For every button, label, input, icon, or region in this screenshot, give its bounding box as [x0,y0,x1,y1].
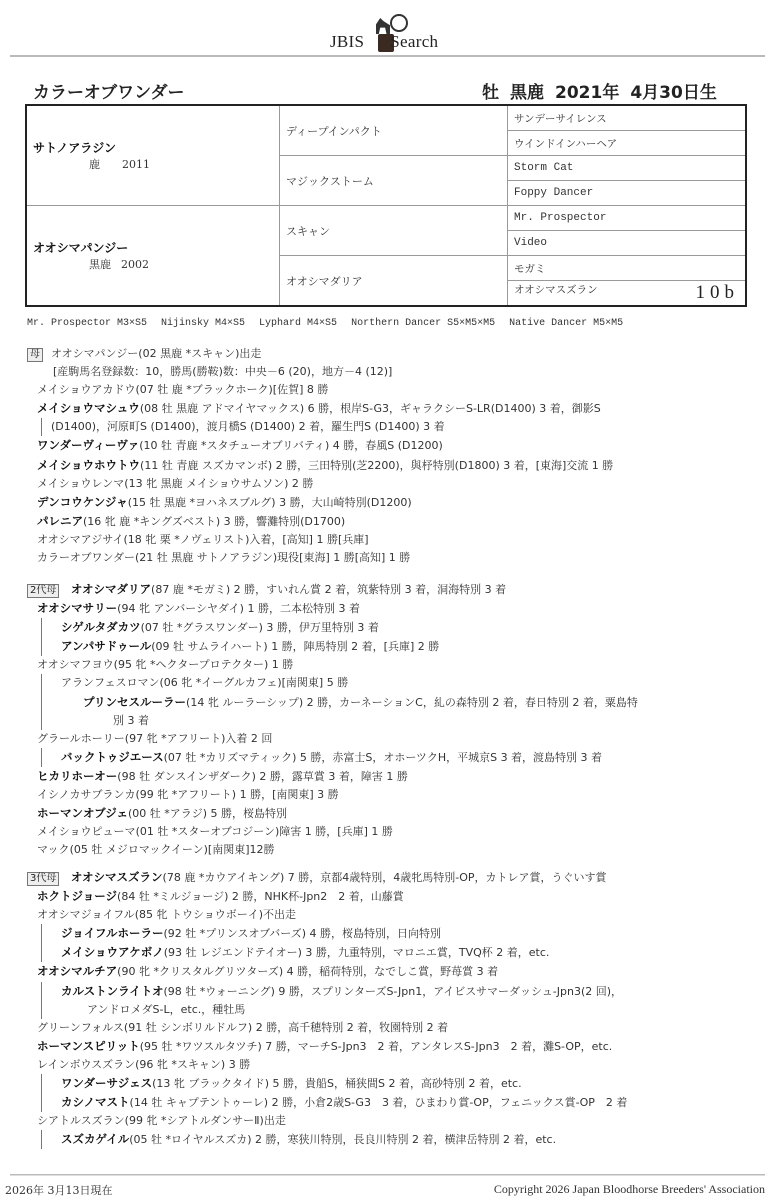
offspring-row [27,730,767,748]
offspring-name[interactable]: カルストンライトオ [61,983,164,998]
offspring-row [27,962,767,981]
dam-cell [26,206,280,307]
offspring-name[interactable]: マック [37,843,70,857]
offspring-row [27,512,767,531]
jbis-search-logo[interactable] [330,8,460,52]
tree-connector-line [41,418,42,436]
tree-connector-line [41,748,42,767]
dam-stats: [産駒馬名登録数：10，勝馬(勝鞍)数：中央－6 (20)，地方－4 (12)] [53,365,393,379]
offspring-detail: (06 牝 *イーグルカフェ)[南関東] 5 勝 [159,676,349,690]
sire-sire-cell[interactable]: ディープインパクト [280,105,508,156]
offspring-row [27,982,767,1001]
offspring-row [27,804,767,823]
offspring-detail: (93 牡 レジエンドテイオー) 3 勝，九重特別，マロニエ賞，TVQ杯 2 着，etc. [163,946,550,960]
gen3-cell[interactable]: サンデーサイレンス [508,105,747,131]
offspring-detail: (95 牝 *ヘクタープロテクター) 1 勝 [113,658,294,672]
dam-dam-cell[interactable]: オオシマダリア [280,256,508,307]
offspring-row [27,841,767,859]
offspring-row [27,1056,767,1074]
offspring-detail: (91 牡 シンボリルドルフ) 2 勝，高千穂特別 2 着，牧園特別 2 着 [123,1020,449,1034]
offspring-name[interactable]: バックトゥジエース [61,749,164,764]
offspring-row [27,906,767,924]
tree-connector-line [41,943,42,962]
offspring-name[interactable]: メイショウレンマ [37,476,125,490]
offspring-row [27,1037,767,1056]
offspring-detail: (84 牡 *ミルジョージ) 2 勝，NHK杯-Jpn2 2 着，山藤賞 [117,890,404,904]
offspring-name[interactable]: オオシマアジサイ [37,532,124,546]
offspring-name[interactable]: カシノマスト [61,1095,130,1110]
gen3-name[interactable]: オオシマスズラン [514,284,598,296]
offspring-name[interactable]: アンパサドゥール [61,639,152,654]
granddam-label: 2代母 [27,584,59,598]
offspring-detail: (99 牝 *アフリート) 1 勝，[南関東] 3 勝 [135,788,339,802]
tree-connector-line [41,674,42,692]
offspring-detail: (99 牝 *シアトルダンサーⅡ)出走 [124,1114,286,1128]
dam-summary: オオシマパンジー(02 黒鹿 *スキャン)出走 [51,347,262,360]
granddam-header [27,580,767,599]
inbreeding-list [27,318,637,329]
offspring-row [27,1130,767,1149]
offspring-detail: (05 牡 *ロイヤルスズカ) 2 勝，寒狭川特別，長良川特別 2 着，横津岳特別 2 着，etc. [129,1133,557,1147]
magnifier-icon [390,14,408,32]
offspring-detail: (97 牝 *アフリート)入着 2 回 [124,731,273,745]
granddam-family-section [27,580,767,859]
offspring-row [27,674,767,692]
dam-sire-cell[interactable]: スキャン [280,206,508,256]
tree-connector-line [41,1093,42,1112]
offspring-name[interactable]: ジョイフルホーラー [61,926,164,941]
offspring-detail-continued: アンドロメダS-L，etc.，種牡馬 [27,1001,767,1019]
offspring-name[interactable]: ワンダーヴィーヴァ [37,438,140,453]
horse-name: カラーオブワンダー [33,83,185,103]
dam-color: 黒鹿 [89,258,111,271]
offspring-name[interactable]: グリーンフォルス [37,1020,124,1034]
offspring-detail: (18 牝 栗 *ノヴェリスト)入着，[高知] 1 勝[兵庫] [123,532,369,546]
offspring-name[interactable]: パレニア [37,513,83,528]
offspring-row [27,1093,767,1112]
offspring-detail: (11 牡 青鹿 スズカマンボ) 2 勝，三田特別(芝2200)，與杼特別(D1800) 3 着，[東海]交流 1 勝 [140,458,614,472]
offspring-row [27,693,767,712]
dam-year: 2002 [121,258,149,271]
offspring-name[interactable]: プリンセスルーラー [83,694,187,709]
offspring-name[interactable]: レインボウスズラン [37,1057,136,1071]
offspring-name[interactable]: スズカゲイル [61,1132,130,1147]
offspring-name[interactable]: オオシマジョイフル [37,908,135,922]
logo-text-left: JBIS [330,32,365,51]
offspring-detail: (13 牝 黒鹿 メイショウサムソン) 2 勝 [124,476,314,490]
gen3-cell[interactable]: Mr. Prospector [508,206,747,231]
dam-family-section [27,345,767,567]
offspring-row [27,475,767,493]
offspring-detail: (94 牝 アンバーシヤダイ) 1 勝，二本松特別 3 着 [117,602,360,616]
sire-name[interactable]: サトノアラジン [33,141,116,155]
gen3-cell[interactable]: Foppy Dancer [508,181,747,206]
great-granddam-family-section [27,868,767,1149]
offspring-name[interactable]: デンコウケンジャ [37,494,128,509]
offspring-row [27,748,767,767]
offspring-detail: (85 牝 トウショウボーイ)不出走 [134,908,297,922]
offspring-detail-continued: (D1400)，河原町S (D1400)，渡月橋S (D1400) 2 着，羅生門S (D1400) 3 着 [27,418,767,436]
tree-connector-line [41,693,42,712]
offspring-detail: (92 牡 *プリンスオブバーズ) 4 勝，桜島特別，日向特別 [163,927,442,941]
offspring-name[interactable]: オオシマフヨウ [37,658,114,672]
offspring-row [27,549,767,567]
family-number: 10b [695,282,739,303]
offspring-detail: (96 牝 *スキャン) 3 勝 [135,1057,251,1071]
offspring-name[interactable]: オオシマサリー [37,601,118,616]
offspring-row [27,656,767,674]
inbreeding-item: Northern Dancer S5×M5×M5 [351,318,496,329]
offspring-name[interactable]: オオシマルチア [37,964,118,979]
dam-name[interactable]: オオシマパンジー [33,241,129,255]
offspring-row [27,786,767,804]
logo-text [330,32,438,52]
tree-connector-line [41,712,42,730]
dam-header [27,345,767,363]
gen3-cell [508,281,747,307]
tree-connector-line [41,924,42,943]
tree-connector-line [41,637,42,656]
gen3-cell[interactable]: ウインドインハーヘア [508,131,747,156]
tree-connector-line [41,1001,42,1019]
sire-cell [26,105,280,206]
sire-dam-cell[interactable]: マジックストーム [280,156,508,206]
offspring-detail: (15 牡 黒鹿 *ヨハネスブルグ) 3 勝，大山崎特別(D1200) [127,495,412,509]
dam-label: 母 [27,348,43,362]
offspring-detail: (16 牝 鹿 *キングズベスト) 3 勝，響灘特別(D1700) [83,514,346,528]
gen3-cell[interactable]: Storm Cat [508,156,747,181]
offspring-detail: (01 牡 *スターオブコジーン)障害 1 勝，[兵庫] 1 勝 [135,825,393,839]
logo-text-right: Search [390,32,439,51]
tree-connector-line [41,1130,42,1149]
great-granddam-detail: (78 鹿 *カウアイキング) 7 勝，京都4歳特別，4歳牝馬特別-OP，カトレア賞，うぐいす賞 [162,871,607,884]
offspring-detail-continued: 別 3 着 [27,712,767,730]
header-divider [10,55,765,57]
offspring-detail: (95 牡 *ワツスルタツチ) 7 勝，マーチS-Jpn3 2 着，アンタレスS-Jpn3 2 着，灘S-OP，etc. [139,1039,613,1053]
offspring-name[interactable]: メイショウホウトウ [37,457,141,472]
offspring-detail: (05 牡 メジロマックイーン)[南関東]12勝 [69,843,275,857]
offspring-name[interactable]: ホーマンスピリット [37,1038,140,1053]
offspring-row [27,399,767,418]
gen3-cell[interactable]: Video [508,231,747,256]
offspring-row [27,436,767,455]
granddam-name[interactable]: オオシマダリア [70,582,152,596]
copyright: Copyright 2026 Japan Bloodhorse Breeders' Association [493,1182,765,1196]
as-of-date: 2026年 3月13日現在 [5,1184,113,1197]
great-granddam-header [27,868,767,887]
footer-divider [10,1174,765,1175]
offspring-detail: (00 牡 *アラジ) 5 勝，桜島特別 [127,807,288,821]
offspring-name[interactable]: メイショウアケボノ [61,945,164,960]
offspring-name[interactable]: メイショウマシュウ [37,401,140,416]
offspring-row [27,887,767,906]
offspring-detail: (09 牡 サムライハート) 1 勝，陣馬特別 2 着，[兵庫] 2 勝 [151,640,440,654]
gen3-cell[interactable]: モガミ [508,256,747,281]
birth-date: 4月30日生 [630,83,717,103]
offspring-detail: (08 牡 黒鹿 アドマイヤマックス) 6 勝，根岸S-G3，ギャラクシーS-LR(D1400) 3 着，御影S [139,402,601,416]
offspring-name[interactable]: シゲルタダカツ [61,620,141,635]
tree-connector-line [41,982,42,1001]
offspring-name[interactable]: メイショウピューマ [37,825,136,839]
inbreeding-item: Lyphard M4×S5 [259,318,338,329]
offspring-name[interactable]: ワンダーサジェス [61,1076,153,1091]
granddam-detail: (87 鹿 *モガミ) 2 勝，すいれん賞 2 着，筑紫特別 3 着，洞海特別 3 着 [151,583,507,596]
birth-year: 2021年 [555,83,620,103]
offspring-detail: (10 牡 青鹿 *スタチューオブリバティ) 4 勝，春風S (D1200) [139,439,443,453]
sire-color: 鹿 [89,158,100,171]
pedigree-table [25,104,747,307]
offspring-name[interactable]: イシノカサブランカ [37,788,136,802]
sire-year: 2011 [122,158,150,171]
offspring-row [27,1074,767,1093]
offspring-row [27,943,767,962]
tree-connector-line [41,618,42,637]
offspring-row [27,381,767,399]
great-granddam-label: 3代母 [27,872,59,886]
offspring-row [27,599,767,618]
site-header [0,0,775,56]
offspring-detail: (07 牡 鹿 *ブラックホーク)[佐賀] 8 勝 [135,383,329,397]
offspring-name[interactable]: ホクトジョージ [37,889,118,904]
horse-color: 黒鹿 [510,83,544,103]
offspring-row [27,637,767,656]
offspring-row [27,924,767,943]
offspring-row [27,456,767,475]
offspring-detail: (90 牝 *クリスタルグリツターズ) 4 勝，稲荷特別，なでしこ賞，野苺賞 3 着 [117,965,499,979]
horse-sex: 牡 [482,83,499,103]
offspring-detail: (14 牝 ルーラーシップ) 2 勝，カーネーションC，糺の森特別 2 着，春日特別 2 着，粟島特 [186,695,638,709]
offspring-name[interactable]: カラーオブワンダー [37,551,136,565]
offspring-row [27,531,767,549]
offspring-name[interactable]: ホーマンオブジェ [37,806,128,821]
offspring-name[interactable]: メイショウアカドウ [37,383,136,397]
offspring-name[interactable]: シアトルスズラン [37,1114,125,1128]
offspring-row [27,1019,767,1037]
offspring-detail: (07 牡 *グラスワンダー) 3 勝，伊万里特別 3 着 [140,621,379,635]
great-granddam-name[interactable]: オオシマスズラン [70,870,163,884]
offspring-row [27,823,767,841]
offspring-row [27,618,767,637]
offspring-row [27,767,767,786]
offspring-name[interactable]: アランフェスロマン [61,676,160,690]
inbreeding-item: Mr. Prospector M3×S5 [27,318,148,329]
offspring-name[interactable]: グラールホーリー [37,731,125,745]
offspring-name[interactable]: ヒカリホーオー [37,768,118,783]
tree-connector-line [41,1074,42,1093]
offspring-detail: (07 牡 *カリズマティック) 5 勝，赤富士S，オホーツクH，平城京S 3 着，渡島特別 3 着 [163,750,603,764]
inbreeding-item: Native Dancer M5×M5 [509,318,624,329]
offspring-detail: (13 牝 ブラックタイド) 5 勝，貴船S，桶狭間S 2 着，高砂特別 2 着，etc. [152,1077,522,1091]
offspring-detail: (98 牡 *ウォーニング) 9 勝，スプリンターズS-Jpn1，アイビスサマーダッシュ-Jpn3(2 回)， [163,984,623,998]
offspring-detail: (21 牡 黒鹿 サトノアラジン)現役[東海] 1 勝[高知] 1 勝 [135,551,411,565]
offspring-detail: (14 牡 キャプテントゥーレ) 2 勝，小倉2歳S-G3 3 着，ひまわり賞-OP，フェニックス賞-OP 2 着 [129,1096,628,1110]
inbreeding-item: Nijinsky M4×S5 [161,318,246,329]
offspring-row [27,1112,767,1130]
offspring-detail: (98 牡 ダンスインザダーク) 2 勝，露草賞 3 着，障害 1 勝 [117,769,408,783]
offspring-row [27,493,767,512]
horse-profile [482,78,728,103]
